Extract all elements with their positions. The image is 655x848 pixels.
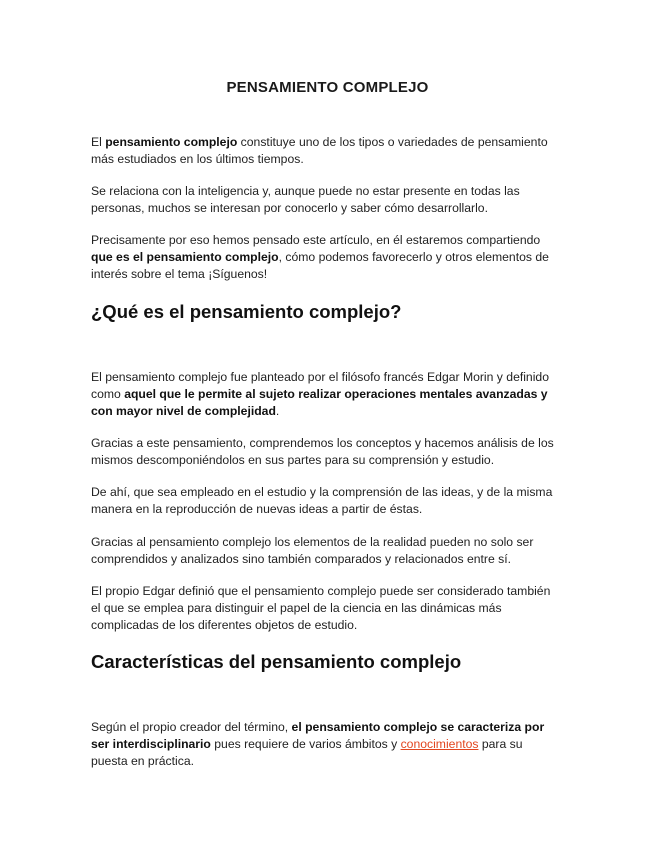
section1-paragraph-5: El propio Edgar definió que el pensamiento complejo puede ser considerado también el que se emplea para distinguir el papel de la ciencia en las dinámicas más complicadas de los diferentes objetos de estudio. — [91, 584, 551, 632]
section-heading-what-is: ¿Qué es el pensamiento complejo? — [91, 301, 402, 322]
conocimientos-link[interactable]: conocimientos — [400, 737, 479, 751]
section1-paragraph-3: De ahí, que sea empleado en el estudio y la comprensión de las ideas, y de la misma manera en la reproducción de nuevas ideas a partir de éstas. — [91, 485, 553, 516]
document-title: PENSAMIENTO COMPLEJO — [226, 79, 429, 96]
bold-text: que es el pensamiento complejo — [91, 250, 279, 264]
section-heading-characteristics: Características del pensamiento complejo — [91, 651, 462, 672]
section2-paragraph-1 — [91, 719, 561, 770]
section1-paragraph-1 — [91, 369, 561, 420]
bold-text: el pensamiento complejo se caracteriza por ser interdisciplinario — [91, 720, 545, 751]
section1-paragraph-4: Gracias al pensamiento complejo los elementos de la realidad pueden no solo ser comprendidos y analizados sino también comparados y relacionados entre sí. — [91, 535, 534, 566]
intro-paragraph-1 — [91, 134, 561, 168]
text-run: El pensamiento complejo fue planteado por el filósofo francés Edgar Morin y definido como — [91, 370, 549, 401]
text-run: Según el propio creador del término, — [91, 720, 292, 734]
intro-paragraph-3 — [91, 232, 561, 283]
text-run: Precisamente por eso hemos pensado este artículo, en él estaremos compartiendo — [91, 233, 541, 247]
text-run: . — [275, 404, 280, 418]
section1-paragraph-2: Gracias a este pensamiento, comprendemos los conceptos y hacemos análisis de los mismos descomponiéndolos en sus partes para su comprensión y estudio. — [91, 436, 554, 467]
text-run: para su puesta en práctica. — [91, 737, 523, 768]
text-run: pues requiere de varios ámbitos y — [210, 737, 401, 751]
intro-paragraph-2: Se relaciona con la inteligencia y, aunque puede no estar presente en todas las personas, muchos se interesan por conocerlo y saber cómo desarrollarlo. — [91, 184, 520, 215]
text-run: constituye uno de los tipos o variedades de pensamiento más estudiados en los últimos tiempos. — [91, 135, 548, 166]
text-run: El — [91, 135, 106, 149]
text-run: , cómo podemos favorecerlo y otros elementos de interés sobre el tema ¡Síguenos! — [91, 250, 549, 281]
bold-text: aquel que le permite al sujeto realizar operaciones mentales avanzadas y con mayor nivel de complejidad — [91, 387, 548, 418]
bold-text: pensamiento complejo — [105, 135, 238, 149]
